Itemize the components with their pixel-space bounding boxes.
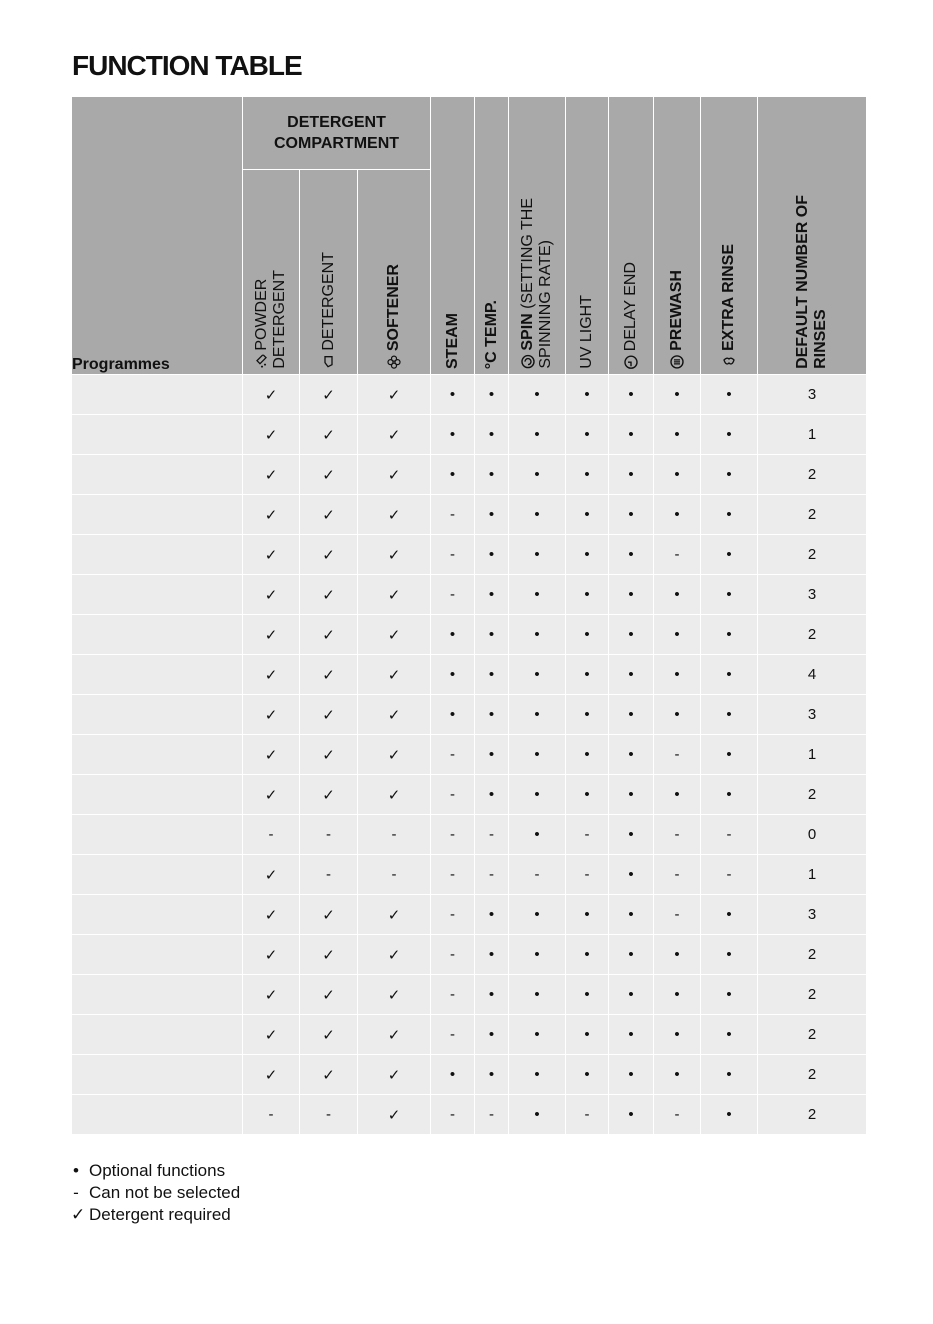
table-row [72, 895, 867, 935]
cell-powder-detergent: ✓ [243, 375, 300, 415]
cell-prewash: • [654, 575, 701, 615]
cell-temp: • [475, 495, 509, 535]
programme-name-cell [72, 935, 243, 975]
cell-extra-rinse: • [701, 615, 758, 655]
table-row [72, 775, 867, 815]
cell-extra-rinse: • [701, 575, 758, 615]
cell-prewash: • [654, 1015, 701, 1055]
cell-steam: - [431, 935, 475, 975]
programme-name-cell [72, 535, 243, 575]
cell-extra-rinse: • [701, 895, 758, 935]
cell-default-rinses: 2 [758, 615, 867, 655]
cell-spin: • [509, 735, 566, 775]
cell-extra-rinse: • [701, 935, 758, 975]
cell-softener: ✓ [358, 415, 431, 455]
cell-temp: • [475, 895, 509, 935]
cell-temp: - [475, 855, 509, 895]
programme-name-cell [72, 655, 243, 695]
cell-uv-light: • [566, 535, 609, 575]
cell-steam: - [431, 855, 475, 895]
cell-softener: ✓ [358, 975, 431, 1015]
cell-steam: • [431, 695, 475, 735]
cell-softener: ✓ [358, 535, 431, 575]
cell-steam: • [431, 615, 475, 655]
programme-name-cell [72, 775, 243, 815]
cell-steam: - [431, 895, 475, 935]
cell-softener: ✓ [358, 455, 431, 495]
cell-prewash: - [654, 535, 701, 575]
cell-detergent: - [300, 1095, 358, 1135]
cell-prewash: • [654, 695, 701, 735]
cell-default-rinses: 3 [758, 695, 867, 735]
cell-spin: • [509, 975, 566, 1015]
cell-softener: ✓ [358, 1055, 431, 1095]
cell-detergent: ✓ [300, 735, 358, 775]
cell-softener: ✓ [358, 1095, 431, 1135]
cell-powder-detergent: ✓ [243, 455, 300, 495]
cell-prewash: • [654, 775, 701, 815]
legend-item [71, 1182, 240, 1204]
function-table-body [72, 375, 867, 1135]
header-uv-light: UV LIGHT [566, 97, 609, 375]
cell-prewash: • [654, 975, 701, 1015]
programme-name-cell [72, 615, 243, 655]
cell-extra-rinse: • [701, 975, 758, 1015]
table-row [72, 415, 867, 455]
header-steam: STEAM [431, 97, 475, 375]
cell-powder-detergent: ✓ [243, 655, 300, 695]
cell-steam: - [431, 775, 475, 815]
cell-detergent: ✓ [300, 655, 358, 695]
cell-temp: • [475, 415, 509, 455]
cell-softener: ✓ [358, 895, 431, 935]
cell-temp: • [475, 615, 509, 655]
cell-uv-light: • [566, 495, 609, 535]
cell-detergent: - [300, 815, 358, 855]
cell-extra-rinse: • [701, 1015, 758, 1055]
cell-default-rinses: 2 [758, 975, 867, 1015]
cell-prewash: • [654, 495, 701, 535]
cell-detergent: ✓ [300, 975, 358, 1015]
cell-default-rinses: 1 [758, 735, 867, 775]
cell-prewash: - [654, 815, 701, 855]
table-row [72, 655, 867, 695]
cell-delay-end: • [609, 775, 654, 815]
cell-default-rinses: 0 [758, 815, 867, 855]
cell-delay-end: • [609, 895, 654, 935]
cell-extra-rinse: • [701, 415, 758, 455]
table-row [72, 735, 867, 775]
cell-default-rinses: 2 [758, 1055, 867, 1095]
cell-steam: - [431, 815, 475, 855]
cell-powder-detergent: ✓ [243, 775, 300, 815]
cell-temp: - [475, 1095, 509, 1135]
powder-detergent-icon [253, 355, 271, 369]
cell-detergent: - [300, 855, 358, 895]
legend-symbol: • [73, 1161, 79, 1180]
cell-extra-rinse: • [701, 1055, 758, 1095]
cell-prewash: • [654, 615, 701, 655]
cell-prewash: • [654, 1055, 701, 1095]
cell-default-rinses: 2 [758, 1095, 867, 1135]
cell-temp: • [475, 1055, 509, 1095]
cell-detergent: ✓ [300, 895, 358, 935]
cell-steam: - [431, 975, 475, 1015]
legend-item [71, 1160, 240, 1182]
cell-spin: • [509, 1015, 566, 1055]
cell-prewash: • [654, 455, 701, 495]
cell-extra-rinse: - [701, 855, 758, 895]
cell-steam: • [431, 655, 475, 695]
cell-temp: - [475, 815, 509, 855]
cell-softener: ✓ [358, 615, 431, 655]
cell-detergent: ✓ [300, 575, 358, 615]
cell-temp: • [475, 655, 509, 695]
programme-name-cell [72, 575, 243, 615]
cell-uv-light: • [566, 895, 609, 935]
cell-softener: - [358, 855, 431, 895]
cell-temp: • [475, 695, 509, 735]
table-row [72, 575, 867, 615]
cell-prewash: - [654, 855, 701, 895]
cell-detergent: ✓ [300, 775, 358, 815]
header-programmes: Programmes [72, 97, 243, 375]
cell-temp: • [475, 735, 509, 775]
cell-detergent: ✓ [300, 415, 358, 455]
cell-powder-detergent: ✓ [243, 695, 300, 735]
cell-prewash: - [654, 735, 701, 775]
legend-text: Can not be selected [89, 1183, 241, 1202]
cell-spin: • [509, 1055, 566, 1095]
cell-softener: ✓ [358, 375, 431, 415]
cell-default-rinses: 2 [758, 935, 867, 975]
cell-temp: • [475, 575, 509, 615]
cell-delay-end: • [609, 735, 654, 775]
cell-spin: • [509, 775, 566, 815]
cell-delay-end: • [609, 495, 654, 535]
cell-extra-rinse: • [701, 455, 758, 495]
cell-powder-detergent: - [243, 815, 300, 855]
cell-powder-detergent: ✓ [243, 1015, 300, 1055]
programme-name-cell [72, 975, 243, 1015]
table-row [72, 1015, 867, 1055]
cell-default-rinses: 3 [758, 895, 867, 935]
cell-steam: - [431, 495, 475, 535]
spin-icon [519, 355, 537, 369]
cell-softener: ✓ [358, 935, 431, 975]
cell-extra-rinse: • [701, 535, 758, 575]
cell-steam: - [431, 575, 475, 615]
cell-steam: - [431, 1015, 475, 1055]
cell-default-rinses: 2 [758, 495, 867, 535]
cell-prewash: • [654, 415, 701, 455]
cell-default-rinses: 3 [758, 375, 867, 415]
cell-spin: • [509, 695, 566, 735]
header-default-rinses: DEFAULT NUMBER OF RINSES [758, 97, 867, 375]
cell-detergent: ✓ [300, 495, 358, 535]
cell-detergent: ✓ [300, 695, 358, 735]
cell-detergent: ✓ [300, 935, 358, 975]
cell-detergent: ✓ [300, 455, 358, 495]
header-spin: SPIN (SETTING THE SPINNING RATE) [509, 97, 566, 375]
cell-spin: • [509, 935, 566, 975]
legend-symbol: ✓ [71, 1205, 86, 1224]
legend-text: Detergent required [89, 1205, 231, 1224]
cell-uv-light: • [566, 375, 609, 415]
cell-powder-detergent: ✓ [243, 535, 300, 575]
programme-name-cell [72, 495, 243, 535]
cell-default-rinses: 1 [758, 415, 867, 455]
cell-powder-detergent: ✓ [243, 615, 300, 655]
header-temp: °C TEMP. [475, 97, 509, 375]
cell-temp: • [475, 1015, 509, 1055]
cell-spin: • [509, 415, 566, 455]
cell-softener: - [358, 815, 431, 855]
table-row [72, 535, 867, 575]
cell-uv-light: • [566, 935, 609, 975]
cell-spin: • [509, 895, 566, 935]
cell-extra-rinse: • [701, 775, 758, 815]
cell-extra-rinse: • [701, 655, 758, 695]
cell-uv-light: • [566, 615, 609, 655]
cell-temp: • [475, 935, 509, 975]
cell-steam: • [431, 1055, 475, 1095]
cell-extra-rinse: • [701, 375, 758, 415]
cell-delay-end: • [609, 855, 654, 895]
cell-uv-light: • [566, 1055, 609, 1095]
cell-default-rinses: 2 [758, 455, 867, 495]
programme-name-cell [72, 415, 243, 455]
cell-uv-light: • [566, 735, 609, 775]
cell-steam: - [431, 535, 475, 575]
header-delay-end: DELAY END [609, 97, 654, 375]
cell-extra-rinse: • [701, 735, 758, 775]
softener-flower-icon [385, 355, 403, 369]
cell-powder-detergent: ✓ [243, 975, 300, 1015]
cell-delay-end: • [609, 695, 654, 735]
page-title: FUNCTION TABLE [72, 50, 302, 81]
cell-powder-detergent: ✓ [243, 495, 300, 535]
cell-powder-detergent: ✓ [243, 735, 300, 775]
cell-delay-end: • [609, 615, 654, 655]
cell-spin: • [509, 655, 566, 695]
cell-detergent: ✓ [300, 1055, 358, 1095]
cell-powder-detergent: ✓ [243, 575, 300, 615]
cell-delay-end: • [609, 935, 654, 975]
cell-temp: • [475, 535, 509, 575]
cell-powder-detergent: ✓ [243, 1055, 300, 1095]
cell-powder-detergent: ✓ [243, 895, 300, 935]
cell-temp: • [475, 975, 509, 1015]
table-row [72, 935, 867, 975]
programme-name-cell [72, 895, 243, 935]
table-row [72, 815, 867, 855]
cell-spin: - [509, 855, 566, 895]
cell-uv-light: - [566, 1095, 609, 1135]
cell-prewash: - [654, 895, 701, 935]
cell-softener: ✓ [358, 775, 431, 815]
cell-softener: ✓ [358, 575, 431, 615]
cell-steam: • [431, 415, 475, 455]
cell-uv-light: • [566, 1015, 609, 1055]
cell-detergent: ✓ [300, 535, 358, 575]
table-row [72, 495, 867, 535]
cell-spin: • [509, 455, 566, 495]
cell-delay-end: • [609, 1095, 654, 1135]
programme-name-cell [72, 375, 243, 415]
cell-delay-end: • [609, 815, 654, 855]
cell-uv-light: • [566, 695, 609, 735]
cell-spin: • [509, 1095, 566, 1135]
liquid-detergent-icon [320, 355, 338, 369]
extra-rinse-icon [720, 355, 738, 369]
header-detergent: DETERGENT [300, 170, 358, 375]
cell-uv-light: • [566, 975, 609, 1015]
cell-default-rinses: 1 [758, 855, 867, 895]
cell-delay-end: • [609, 1015, 654, 1055]
prewash-icon [668, 355, 686, 369]
cell-delay-end: • [609, 375, 654, 415]
programme-name-cell [72, 735, 243, 775]
clock-icon [622, 355, 640, 369]
legend-item [71, 1204, 240, 1226]
cell-spin: • [509, 495, 566, 535]
cell-delay-end: • [609, 415, 654, 455]
function-table [71, 96, 867, 1135]
cell-uv-light: • [566, 575, 609, 615]
cell-powder-detergent: ✓ [243, 935, 300, 975]
cell-softener: ✓ [358, 1015, 431, 1055]
cell-spin: • [509, 535, 566, 575]
cell-detergent: ✓ [300, 1015, 358, 1055]
table-row [72, 375, 867, 415]
cell-uv-light: - [566, 855, 609, 895]
cell-default-rinses: 3 [758, 575, 867, 615]
cell-uv-light: • [566, 775, 609, 815]
cell-steam: - [431, 1095, 475, 1135]
legend-symbol: - [73, 1183, 79, 1202]
cell-softener: ✓ [358, 735, 431, 775]
cell-extra-rinse: • [701, 1095, 758, 1135]
table-row [72, 1095, 867, 1135]
cell-temp: • [475, 455, 509, 495]
cell-spin: • [509, 815, 566, 855]
cell-softener: ✓ [358, 495, 431, 535]
cell-powder-detergent: ✓ [243, 855, 300, 895]
cell-default-rinses: 2 [758, 1015, 867, 1055]
programme-name-cell [72, 815, 243, 855]
cell-default-rinses: 2 [758, 775, 867, 815]
cell-delay-end: • [609, 1055, 654, 1095]
cell-powder-detergent: - [243, 1095, 300, 1135]
cell-extra-rinse: - [701, 815, 758, 855]
legend [71, 1160, 240, 1226]
table-row [72, 615, 867, 655]
cell-softener: ✓ [358, 655, 431, 695]
programme-name-cell [72, 1055, 243, 1095]
cell-extra-rinse: • [701, 695, 758, 735]
cell-default-rinses: 2 [758, 535, 867, 575]
cell-uv-light: • [566, 415, 609, 455]
programme-name-cell [72, 855, 243, 895]
table-row [72, 975, 867, 1015]
header-prewash: PREWASH [654, 97, 701, 375]
programme-name-cell [72, 1015, 243, 1055]
header-powder-detergent: POWDER DETERGENT [243, 170, 300, 375]
cell-uv-light: • [566, 655, 609, 695]
programme-name-cell [72, 1095, 243, 1135]
cell-prewash: • [654, 935, 701, 975]
cell-extra-rinse: • [701, 495, 758, 535]
cell-temp: • [475, 375, 509, 415]
header-extra-rinse: EXTRA RINSE [701, 97, 758, 375]
cell-delay-end: • [609, 655, 654, 695]
cell-detergent: ✓ [300, 375, 358, 415]
cell-temp: • [475, 775, 509, 815]
cell-steam: - [431, 735, 475, 775]
cell-spin: • [509, 375, 566, 415]
table-row [72, 855, 867, 895]
cell-detergent: ✓ [300, 615, 358, 655]
cell-delay-end: • [609, 975, 654, 1015]
cell-softener: ✓ [358, 695, 431, 735]
cell-spin: • [509, 575, 566, 615]
cell-spin: • [509, 615, 566, 655]
cell-powder-detergent: ✓ [243, 415, 300, 455]
cell-prewash: - [654, 1095, 701, 1135]
cell-delay-end: • [609, 575, 654, 615]
cell-steam: • [431, 375, 475, 415]
legend-text: Optional functions [89, 1161, 226, 1180]
cell-default-rinses: 4 [758, 655, 867, 695]
programme-name-cell [72, 455, 243, 495]
cell-uv-light: - [566, 815, 609, 855]
cell-prewash: • [654, 655, 701, 695]
header-detergent-compartment: DETERGENT COMPARTMENT [243, 97, 431, 170]
cell-delay-end: • [609, 455, 654, 495]
table-row [72, 695, 867, 735]
cell-delay-end: • [609, 535, 654, 575]
header-softener: SOFTENER [358, 170, 431, 375]
programme-name-cell [72, 695, 243, 735]
cell-uv-light: • [566, 455, 609, 495]
cell-steam: • [431, 455, 475, 495]
table-row [72, 455, 867, 495]
cell-prewash: • [654, 375, 701, 415]
table-row [72, 1055, 867, 1095]
